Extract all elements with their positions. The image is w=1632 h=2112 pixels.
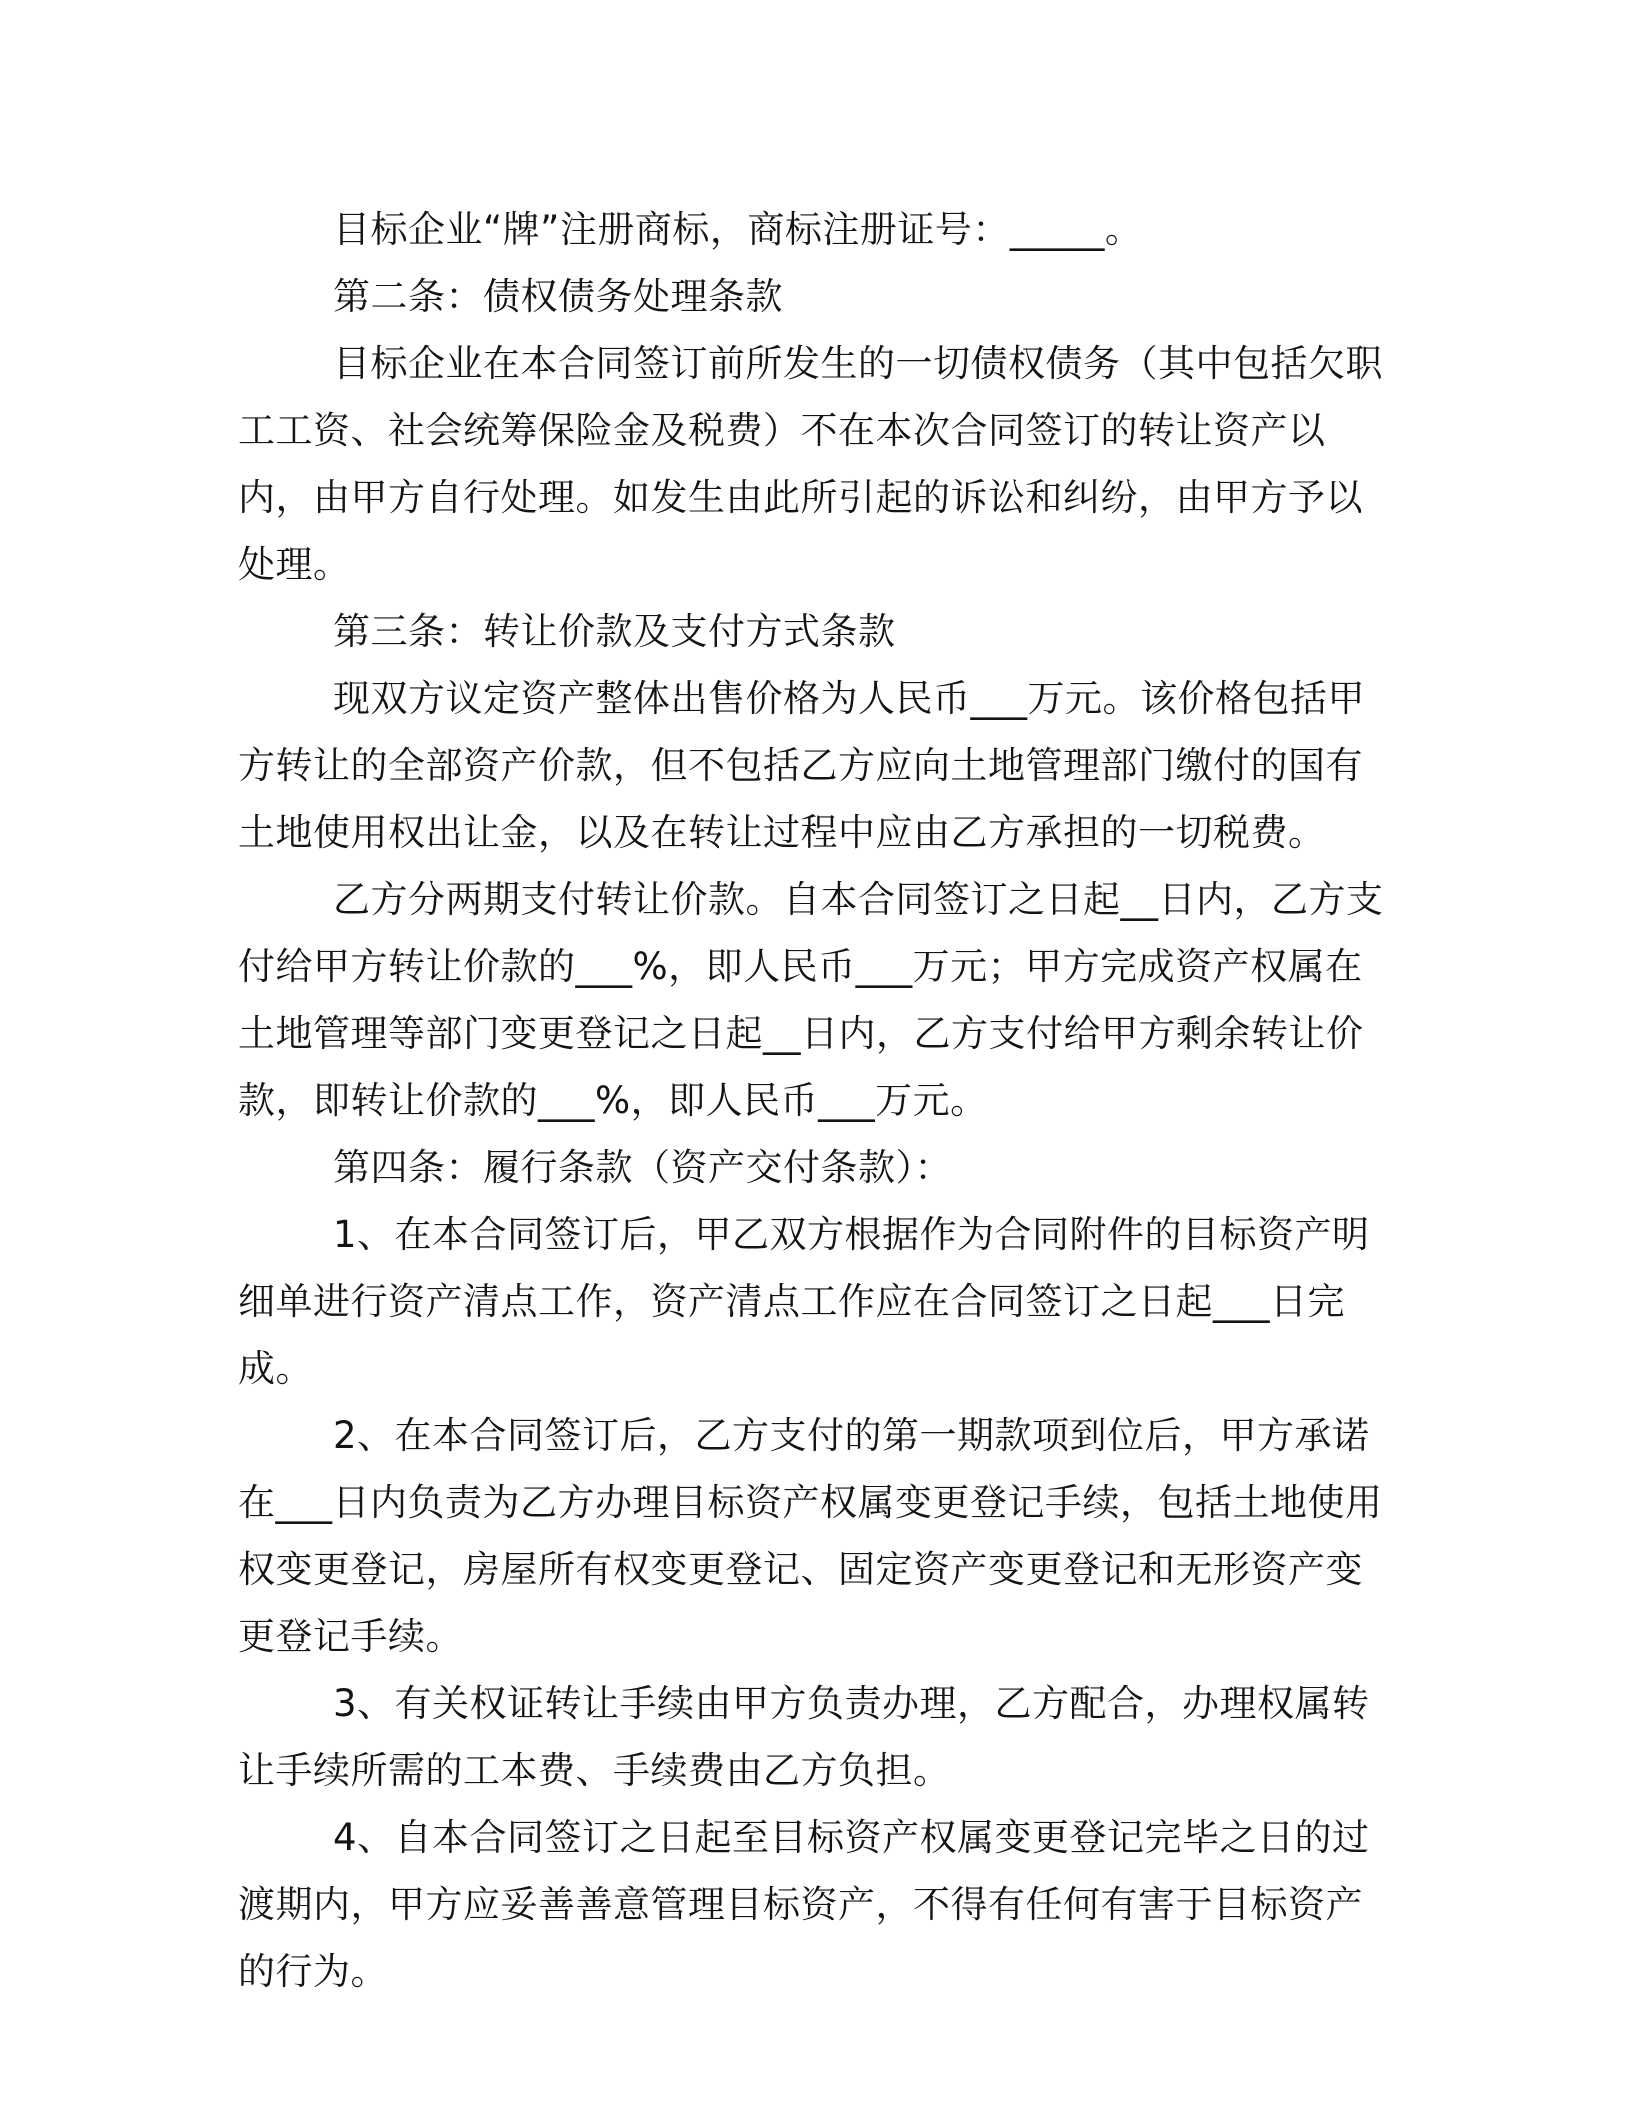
paragraph-debts: 目标企业在本合同签订前所发生的一切债权债务（其中包括欠职工工资、社会统筹保险金及税费）不在本次合同签订的转让资产以内，由甲方自行处理。如发生由此所引起的诉讼和纠纷，由甲方予以处理。	[238, 342, 1383, 586]
heading-article-3: 第三条：转让价款及支付方式条款	[333, 610, 896, 653]
clause-1: 1、在本合同签订后，甲乙双方根据作为合同附件的目标资产明细单进行资产清点工作，资产清点工作应在合同签订之日起___日完成。	[238, 1213, 1370, 1390]
heading-article-2: 第二条：债权债务处理条款	[333, 275, 783, 318]
clause-3: 3、有关权证转让手续由甲方负责办理，乙方配合，办理权属转让手续所需的工本费、手续费由乙方负担。	[238, 1682, 1370, 1792]
paragraph-trademark: 目标企业“牌”注册商标，商标注册证号：_____。	[333, 208, 1143, 251]
paragraph-payment: 乙方分两期支付转让价款。自本合同签订之日起__日内，乙方支付给甲方转让价款的___%，即人民币___万元；甲方完成资产权属在土地管理等部门变更登记之日起__日内，乙方支付给甲方剩余转让价款，即转让价款的___%，即人民币___万元。	[238, 878, 1384, 1122]
paragraph-price: 现双方议定资产整体出售价格为人民币___万元。该价格包括甲方转让的全部资产价款，但不包括乙方应向土地管理部门缴付的国有土地使用权出让金，以及在转让过程中应由乙方承担的一切税费。	[238, 677, 1365, 854]
clause-4: 4、自本合同签订之日起至目标资产权属变更登记完毕之日的过渡期内，甲方应妥善善意管理目标资产，不得有任何有害于目标资产的行为。	[238, 1816, 1370, 1993]
clause-2: 2、在本合同签订后，乙方支付的第一期款项到位后，甲方承诺在___日内负责为乙方办理目标资产权属变更登记手续，包括土地使用权变更登记，房屋所有权变更登记、固定资产变更登记和无形资产变更登记手续。	[238, 1414, 1383, 1658]
heading-article-4: 第四条：履行条款（资产交付条款）：	[333, 1146, 952, 1189]
document-page	[238, 196, 1398, 2005]
